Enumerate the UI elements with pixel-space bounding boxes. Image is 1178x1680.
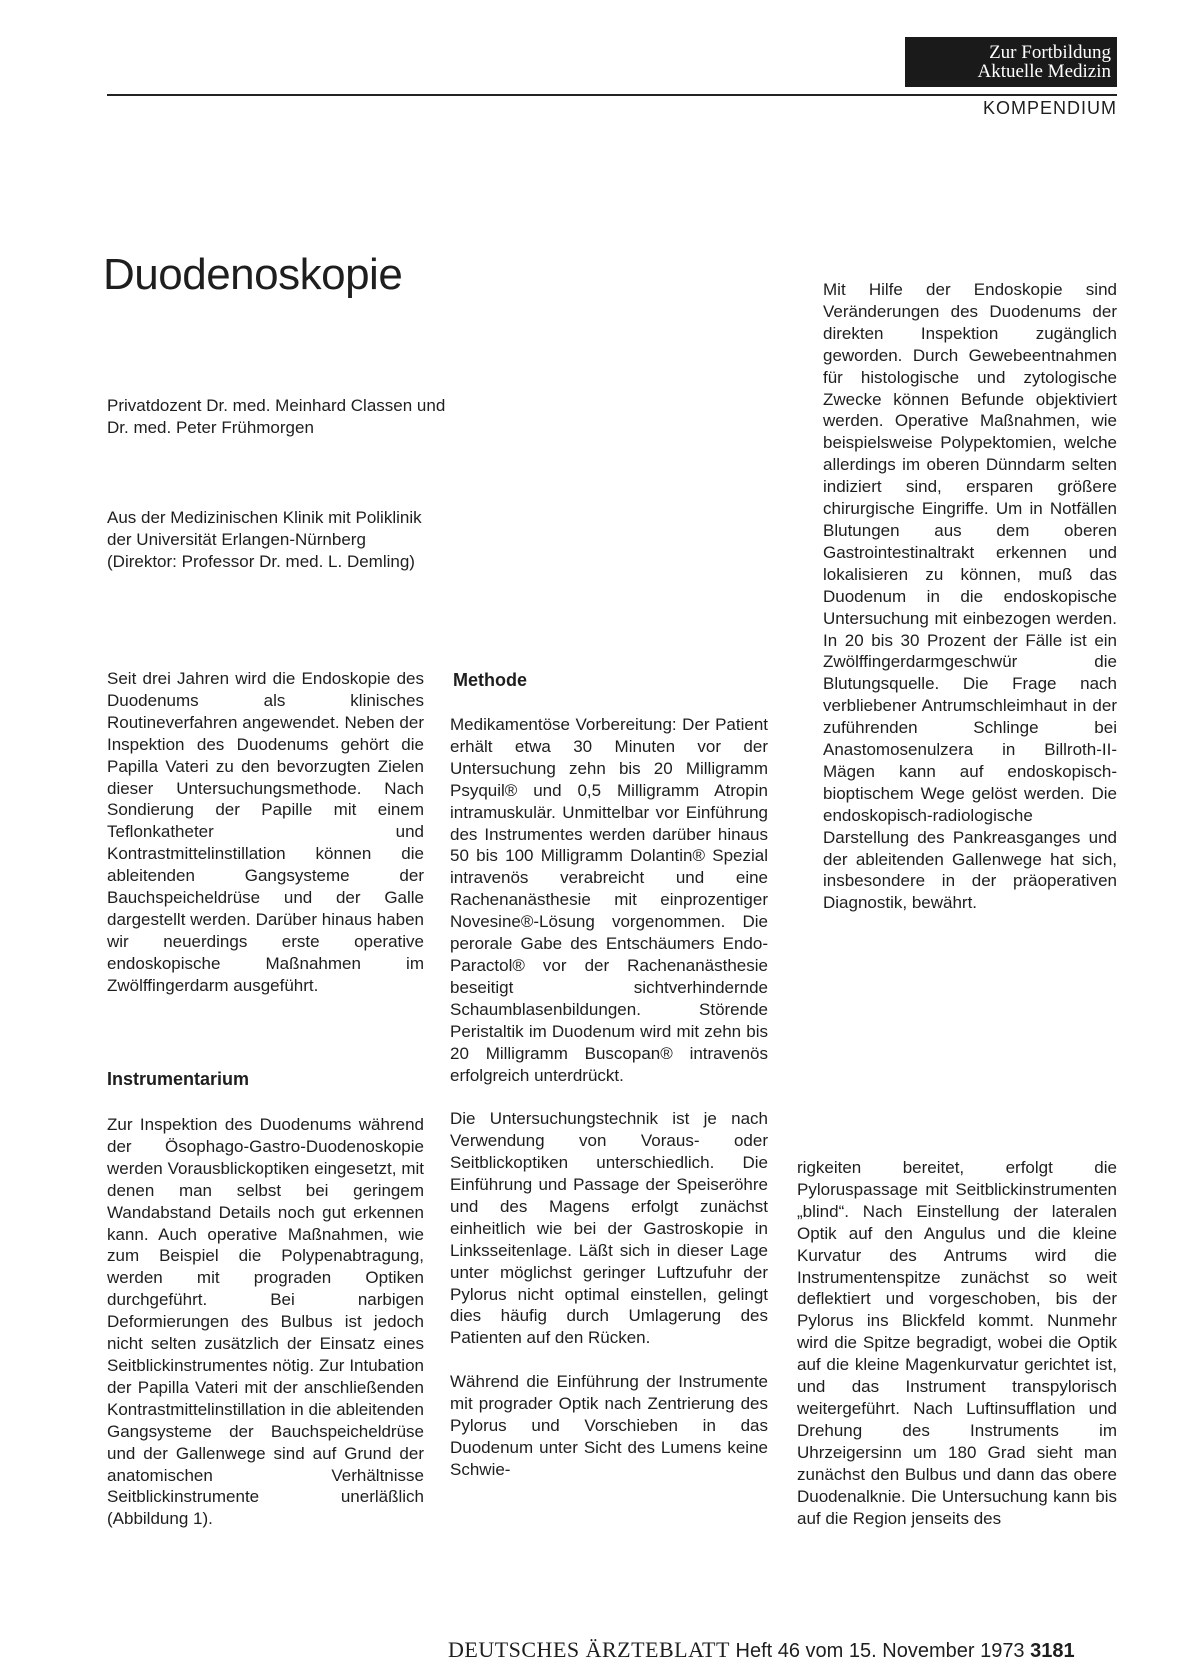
instrumentarium-paragraph: Zur Inspektion des Duodenums während der Ösophago-Gastro-Duodenoskopie werden Vorausblickoptiken eingesetzt, mit denen man selbst bei geringem Wandabstand Details noch gut erkennen kann. Auch operative Maßnahmen, wie zum Beispiel die Polypenabtragung, werden mit prograden Optiken durchgeführt. Bei narbigen Deformierungen des Bulbus ist jedoch nicht selten zusätzlich der Einsatz eines Seitblickinstrumentes nötig. Zur Intubation der Papilla Vateri mit der anschließenden Kontrastmittelinstillation in die ableitenden Gangsysteme der Bauchspeicheldrüse und der Gallenwege sind auf Grund der anatomischen Verhältnisse Seitblickinstrumente unerläßlich (Abbildung 1). (107, 1115, 424, 1529)
section-badge (905, 37, 1117, 87)
affiliation-line-3: (Direktor: Professor Dr. med. L. Demling) (107, 552, 415, 571)
page-footer (448, 1637, 1118, 1663)
intro-paragraph: Seit drei Jahren wird die Endoskopie des Duodenums als klinisches Routineverfahren angewendet. Neben der Inspektion des Duodenums gehört die Papilla Vateri zu den bevorzugten Zielen dieser Untersuchungsmethode. Nach Sondierung der Papille mit einem Teflonkatheter und Kontrastmittelinstillation können die ableitenden Gangsysteme der Bauchspeicheldrüse und der Galle dargestellt werden. Darüber hinaus haben wir neuerdings erste operative endoskopische Maßnahmen im Zwölffingerdarm ausgeführt. (107, 669, 424, 995)
lead-paragraph (823, 279, 1117, 914)
journal-name: DEUTSCHES ÄRZTEBLATT (448, 1637, 730, 1662)
affiliation (107, 507, 527, 573)
methode-paragraph-1: Medikamentöse Vorbereitung: Der Patient erhält etwa 30 Minuten vor der Untersuchung zehn bis 20 Milligramm Psyquil® und 0,5 Milligramm Atropin intramuskulär. Unmittelbar vor Einführung des Instrumentes werden darüber hinaus 50 bis 100 Milligramm Dolantin® Spezial intravenös verabreicht und eine Rachenanästhesie mit einprozentiger Novesine®-Lösung vorgenommen. Die perorale Gabe des Entschäumers Endo-Paractol® vor der Rachenanästhesie beseitigt sichtverhindernde Schaumblasenbildungen. Störende Peristaltik im Duodenum wird mit zehn bis 20 Milligramm Buscopan® intravenös erfolgreich unterdrückt. (450, 715, 768, 1085)
column-1-body (107, 1114, 424, 1530)
methode-paragraph-3: Während die Einführung der Instrumente mit prograder Optik nach Zentrierung des Pylorus und Vorschieben in das Duodenum unter Sicht des Lumens keine Schwie- (450, 1372, 768, 1479)
affiliation-line-2: der Universität Erlangen-Nürnberg (107, 530, 366, 549)
article-title: Duodenoskopie (103, 250, 403, 299)
methode-paragraph-2: Die Untersuchungstechnik ist je nach Verwendung von Voraus- oder Seitblickoptiken unterschiedlich. Die Einführung und Passage der Speiseröhre und des Magens erfolgt zunächst einheitlich wie bei der Gastroskopie in Linksseitenlage. Läßt sich in dieser Lage unter möglichst geringer Luftzufuhr der Pylorus nicht optimal einstellen, gelingt dies häufig durch Umlagerung des Patienten auf den Rücken. (450, 1109, 768, 1348)
section-heading-methode: Methode (453, 670, 527, 690)
issue-info: Heft 46 vom 15. November 1973 (735, 1640, 1025, 1662)
column-1-intro (107, 668, 424, 997)
page-number: 3181 (1030, 1640, 1075, 1662)
column-2-text (450, 714, 768, 1481)
authors-line-2: Dr. med. Peter Frühmorgen (107, 418, 314, 437)
header-rule (107, 94, 1117, 96)
section-label: KOMPENDIUM (982, 98, 1117, 118)
badge-line-2: Aktuelle Medizin (977, 61, 1111, 82)
column-3-body (797, 1157, 1117, 1529)
badge-line-1: Zur Fortbildung (989, 42, 1111, 63)
section-heading-instrumentarium: Instrumentarium (107, 1069, 250, 1089)
authors (107, 395, 527, 439)
authors-line-1: Privatdozent Dr. med. Meinhard Classen und (107, 396, 446, 415)
lead-text: Mit Hilfe der Endoskopie sind Veränderungen des Duodenums der direkten Inspektion zugänglich geworden. Durch Gewebeentnahmen für histologische und zytologische Zwecke können Befunde objektiviert werden. Operative Maßnahmen, wie beispielsweise Polypektomien, welche allerdings im oberen Dünndarm selten indiziert sind, ersparen größere chirurgische Eingriffe. Um in Notfällen Blutungen aus dem oberen Gastrointestinaltrakt erkennen und lokalisieren zu können, muß das Duodenum in die endoskopische Untersuchung mit einbezogen werden. In 20 bis 30 Prozent der Fälle ist ein Zwölffingerdarmgeschwür die Blutungsquelle. Die Frage nach verbliebener Antrumschleimhaut in der zuführenden Schlinge bei Anastomosenulzera in Billroth-II-Mägen kann auf endoskopisch-bioptischem Wege gelöst werden. Die endoskopisch-radiologische Darstellung des Pankreasganges und der ableitenden Gallenwege hat sich, insbesondere in der präoperativen Diagnostik, bewährt. (823, 280, 1117, 913)
affiliation-line-1: Aus der Medizinischen Klinik mit Poliklinik (107, 508, 422, 527)
continuation-paragraph: rigkeiten bereitet, erfolgt die Pyloruspassage mit Seitblickinstrumenten „blind“. Nach Einstellung der lateralen Optik auf den Angulus und die kleine Kurvatur des Antrums wird die Instrumentenspitze zunächst so weit deflektiert und vorgeschoben, bis der Pylorus ins Blickfeld kommt. Nunmehr wird die Spitze begradigt, wobei die Optik auf die kleine Magenkurvatur gerichtet ist, und das Instrument transpylorisch weitergeführt. Nach Luftinsufflation und Drehung des Instruments im Uhrzeigersinn um 180 Grad sieht man zunächst den Bulbus und dann das obere Duodenalknie. Die Untersuchung kann bis auf die Region jenseits des (797, 1158, 1117, 1528)
